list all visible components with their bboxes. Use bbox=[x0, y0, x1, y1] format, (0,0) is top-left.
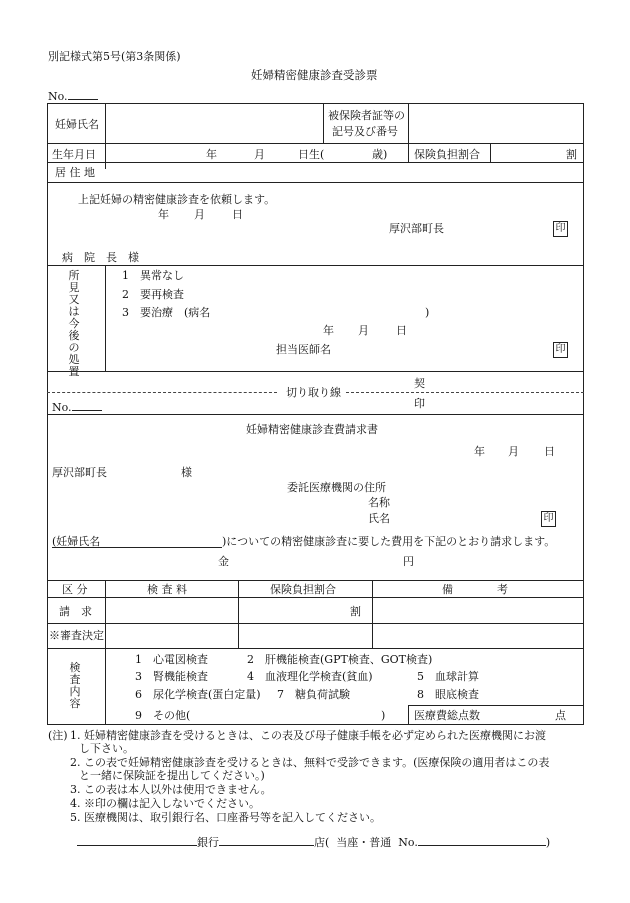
col-divider bbox=[238, 580, 239, 648]
option-3: 3 要治療 (病名 bbox=[122, 306, 211, 319]
exam-item: 8 眼底検査 bbox=[417, 688, 479, 701]
row-line bbox=[47, 414, 584, 415]
kiri-mark: 契 bbox=[414, 377, 425, 390]
institution-name-label: 名称 bbox=[368, 496, 390, 509]
option-3-close: ) bbox=[425, 306, 430, 319]
col-fee: 検 査 料 bbox=[147, 583, 187, 596]
form-no-label: No. bbox=[48, 90, 98, 102]
burden-unit: 割 bbox=[566, 148, 577, 161]
bank-line: 銀行 店( 当座・普通 No. ) bbox=[77, 834, 550, 848]
row-line bbox=[47, 580, 584, 581]
note-item: し下さい。 bbox=[79, 742, 134, 755]
claim-month: 月 bbox=[508, 445, 519, 458]
claim-statement: (妊婦氏名 )についての精密健康診査に要した費用を下記のとおり請求します。 bbox=[52, 535, 556, 548]
exam-item: 2 肝機能検査(GPT検査、GOT検査) bbox=[247, 653, 433, 666]
form-number: 別記様式第5号(第3条関係) bbox=[48, 50, 181, 63]
form-title: 妊婦精密健康診査受診票 bbox=[251, 68, 378, 82]
row-line bbox=[47, 182, 584, 183]
row-line bbox=[47, 648, 584, 649]
points-label: 医療費総点数 bbox=[414, 709, 480, 722]
row-line bbox=[47, 623, 584, 624]
cut-line-label: 切り取り線 bbox=[286, 386, 341, 399]
claim-title: 妊婦精密健康診査費請求書 bbox=[246, 423, 378, 436]
name-label: 妊婦氏名 bbox=[55, 118, 99, 131]
exam-item: 4 血液理化学検査(貧血) bbox=[247, 670, 373, 683]
mayor-label: 厚沢部町長 bbox=[389, 222, 444, 235]
amount-prefix: 金 bbox=[218, 555, 229, 568]
col-divider bbox=[105, 103, 106, 169]
points-unit: 点 bbox=[555, 709, 566, 722]
row-line bbox=[47, 143, 584, 144]
col-notes: 備 考 bbox=[442, 583, 508, 596]
claim-no-label: No. bbox=[52, 401, 102, 413]
claim-year: 年 bbox=[474, 445, 485, 458]
seal-mark: 印 bbox=[553, 221, 568, 237]
institution-person-label: 氏名 bbox=[368, 512, 390, 525]
row-request: 請 求 bbox=[59, 605, 92, 618]
row-burden-unit: 割 bbox=[350, 605, 361, 618]
in-mark: 印 bbox=[414, 397, 425, 410]
exam-item: 7 糖負荷試験 bbox=[277, 688, 350, 701]
row-line bbox=[47, 371, 584, 372]
row-line bbox=[47, 265, 584, 266]
note-item: 2. この表で妊婦精密健康診査を受けるときは、無料で受診できます。(医療保険の適用者はこの表 bbox=[70, 756, 550, 769]
col-kubun: 区 分 bbox=[62, 583, 88, 596]
cut-line-left bbox=[47, 392, 277, 393]
request-month: 月 bbox=[194, 208, 205, 221]
insurance-label-2: 記号及び番号 bbox=[332, 125, 398, 138]
note-item: 1. 妊婦精密健康診査を受けるときは、この表及び母子健康手帳を必ず定められた医療機関にお渡 bbox=[70, 729, 546, 742]
amount-unit: 円 bbox=[403, 555, 414, 568]
col-divider bbox=[408, 705, 409, 725]
exam-item: 5 血球計算 bbox=[417, 670, 479, 683]
institution-address-label: 委託医療機関の住所 bbox=[287, 481, 386, 494]
exam-label: 検査内容 bbox=[69, 661, 81, 710]
institution-seal-mark: 印 bbox=[541, 511, 556, 527]
findings-label: 所見又は今後の処置 bbox=[68, 269, 80, 378]
findings-year: 年 bbox=[323, 324, 334, 337]
exam-item: 6 尿化学検査(蛋白定量) bbox=[135, 688, 261, 701]
row-line bbox=[47, 597, 584, 598]
findings-day: 日 bbox=[396, 324, 407, 337]
request-day: 日 bbox=[232, 208, 243, 221]
birth-day: 日生( bbox=[298, 148, 325, 161]
birth-label: 生年月日 bbox=[52, 148, 96, 161]
birth-age: 歳) bbox=[372, 148, 388, 161]
row-line bbox=[408, 705, 584, 706]
option-1: 1 異常なし bbox=[122, 269, 184, 282]
row-review: ※審査決定 bbox=[49, 629, 104, 642]
exam-item: 1 心電図検査 bbox=[135, 653, 208, 666]
col-divider bbox=[490, 143, 491, 162]
address-label: 居 住 地 bbox=[55, 166, 95, 179]
notes-prefix: (注) bbox=[48, 729, 68, 742]
col-burden: 保険負担割合 bbox=[270, 583, 336, 596]
note-item: と一緒に保険証を提出してください。) bbox=[79, 769, 265, 782]
cut-line-right bbox=[346, 392, 584, 393]
col-divider bbox=[105, 580, 106, 725]
note-item: 5. 医療機関は、取引銀行名、口座番号等を記入してください。 bbox=[70, 811, 381, 824]
row-line bbox=[47, 162, 584, 163]
hospital-label: 病 院 長 様 bbox=[62, 251, 139, 264]
birth-month: 月 bbox=[254, 148, 265, 161]
doctor-label: 担当医師名 bbox=[276, 343, 331, 356]
birth-year: 年 bbox=[206, 148, 217, 161]
request-year: 年 bbox=[158, 208, 169, 221]
burden-label: 保険負担割合 bbox=[414, 148, 480, 161]
col-divider bbox=[105, 265, 106, 371]
doctor-seal-mark: 印 bbox=[553, 342, 568, 358]
exam-item: 9 その他( bbox=[135, 709, 191, 722]
col-divider bbox=[408, 143, 409, 162]
note-item: 3. この表は本人以外は使用できません。 bbox=[70, 783, 272, 796]
col-divider bbox=[323, 103, 324, 143]
claim-day: 日 bbox=[544, 445, 555, 458]
claim-mayor: 厚沢部町長 bbox=[52, 466, 107, 479]
col-divider bbox=[372, 580, 373, 648]
request-text: 上記妊婦の精密健康診査を依頼します。 bbox=[78, 193, 276, 206]
col-divider bbox=[408, 103, 409, 143]
exam-item-close: ) bbox=[381, 709, 386, 722]
option-2: 2 要再検査 bbox=[122, 288, 184, 301]
claim-sama: 様 bbox=[181, 466, 192, 479]
findings-month: 月 bbox=[358, 324, 369, 337]
exam-item: 3 腎機能検査 bbox=[135, 670, 208, 683]
insurance-label-1: 被保険者証等の bbox=[328, 109, 405, 122]
note-item: 4. ※印の欄は記入しないでください。 bbox=[70, 797, 260, 810]
